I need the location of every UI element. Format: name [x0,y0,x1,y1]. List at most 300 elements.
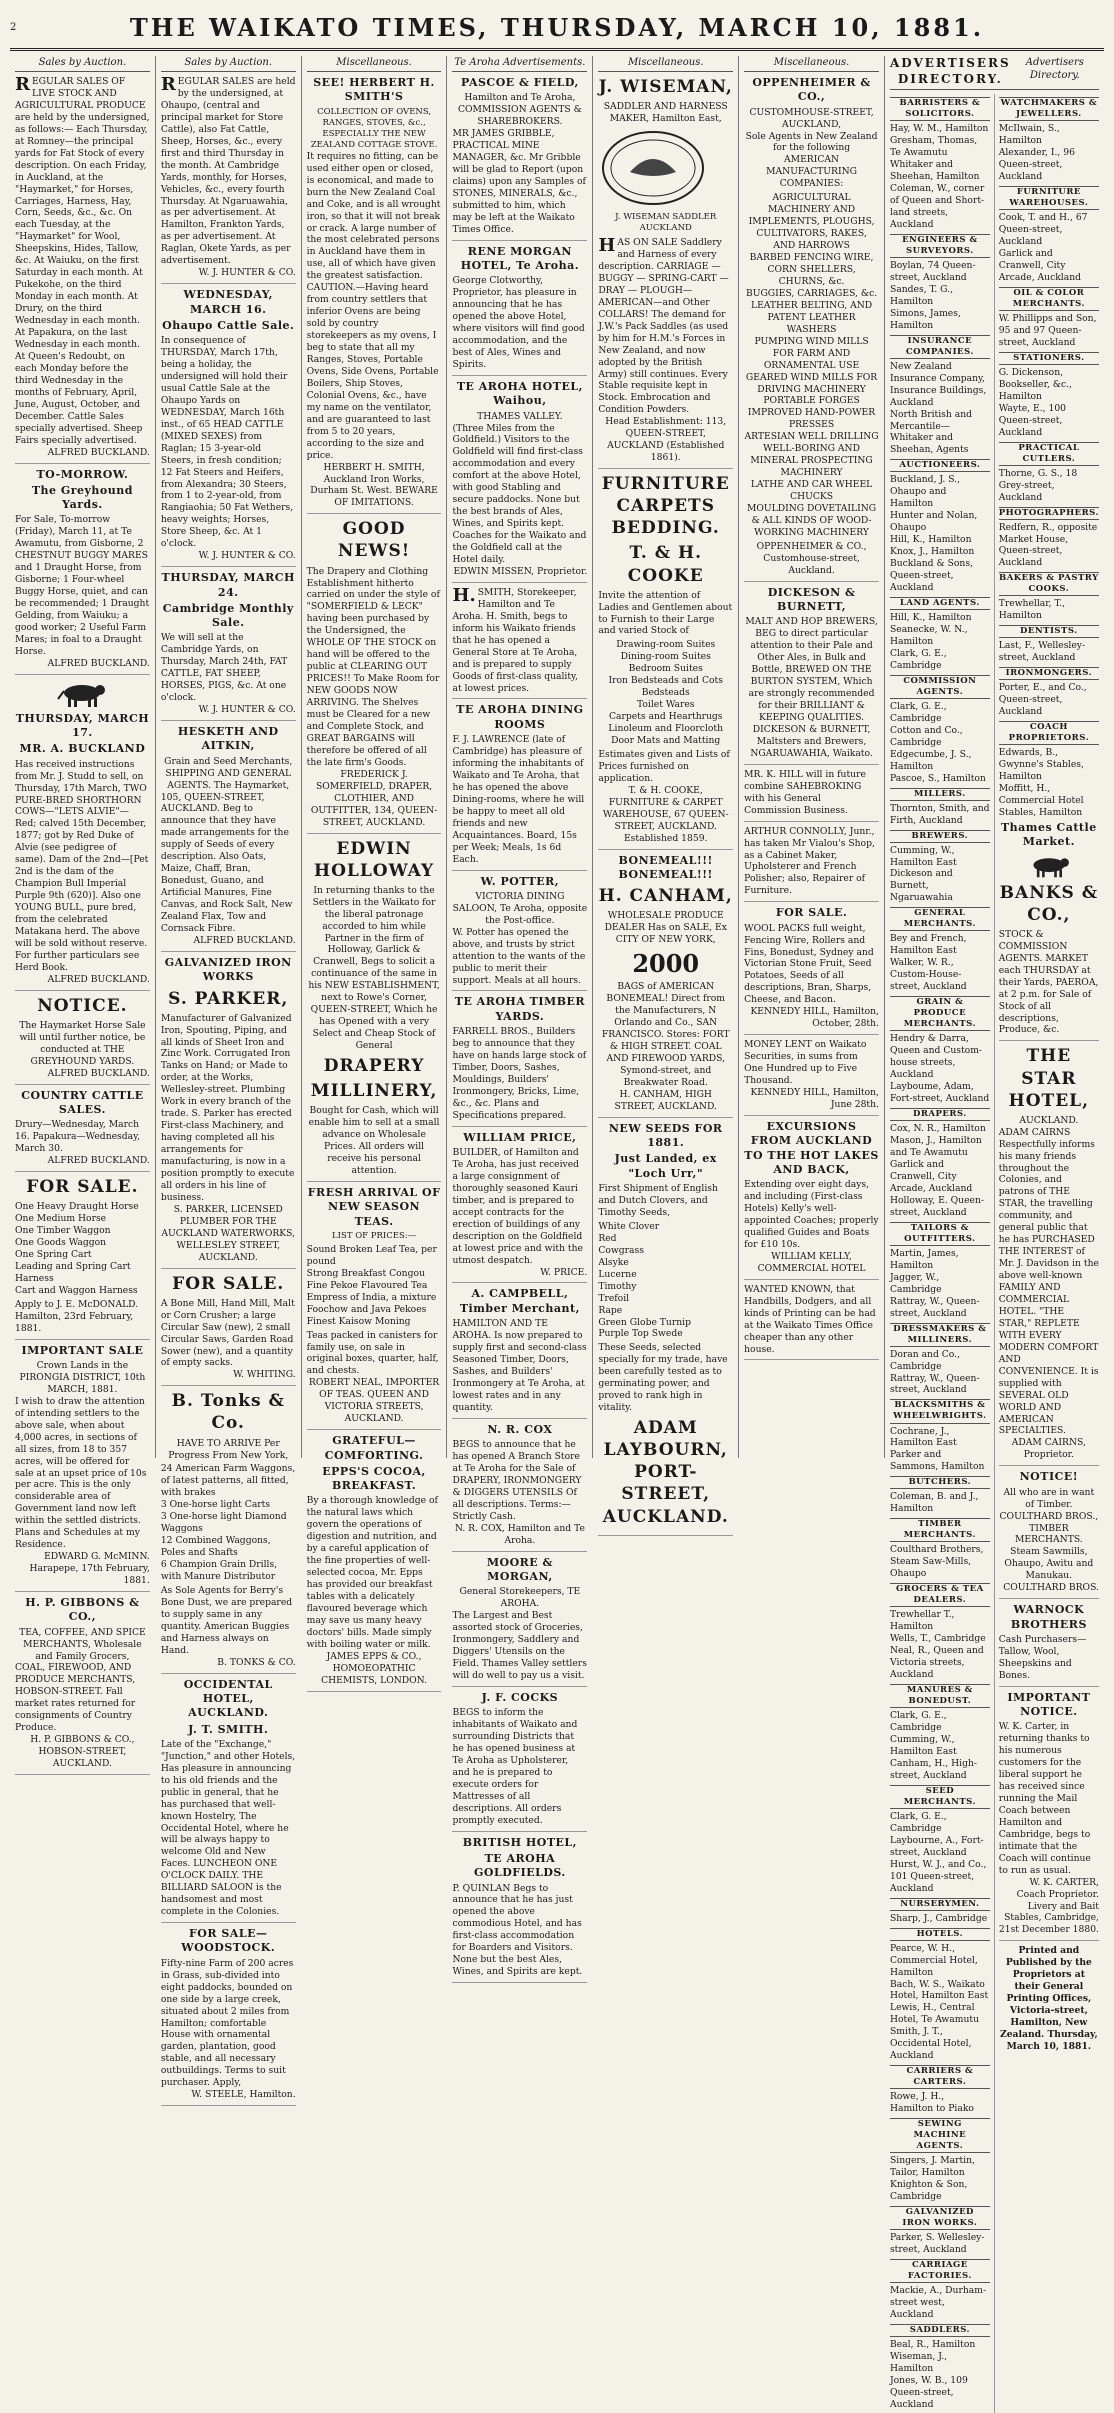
ad-body: As Sole Agents for Berry's Bone Dust, we are prepared to supply same in any quantity. American Buggies and Harness always on Hand. [160,1585,293,1656]
ad-signature: W. J. HUNTER & CO. [198,267,296,279]
ad-subtitle: The Greyhound Yards. [31,483,133,512]
directory-entry: Trewhellar T., Hamilton [889,1609,955,1633]
ad-body: BEGS to inform the inhabitants of Waikato and surrounding Districts that he has opened business at Te Aroha as Upholsterer, and he is prepared to execute orders for Mattresses of all descriptions. All orders promptly executed. [452,1707,578,1826]
list-item: BUGGIES, CARRIAGES, &c. [745,287,878,299]
ad-body: These Seeds, selected specially for my trade, have been carefully tested as to germinating power, and proved to rank high in vitality. [598,1342,728,1414]
advertisement [15,1596,150,1775]
page-number: 2 [10,21,17,33]
directory-entry: Doran and Co., Cambridge [889,1348,961,1372]
ad-body: WHOLESALE PRODUCE DEALER Has on SALE, Ex CITY OF NEW YORK, [604,910,727,946]
directory-category: INSURANCE COMPANIES. [890,335,990,359]
ad-signature: N. R. COX, Hamilton and Te Aroha. [454,1522,585,1546]
ad-subtitle: SADDLER AND HARNESS MAKER, Hamilton East, [603,101,728,125]
advertisement [161,725,296,952]
directory-entry: Garlick and Cranwell, City Arcade, Auckland [889,1158,973,1194]
directory-right-list [999,97,1099,819]
list-item: Alsyke [598,1256,629,1268]
directory-category: GENERAL MERCHANTS. [890,907,990,931]
item-list [744,192,879,539]
directory-category: SEED MERCHANTS. [890,1785,990,1809]
directory-category: STATIONERS. [999,352,1099,365]
list-item: Strong Breakfast Congou [306,1267,425,1279]
list-item: PORTABLE FORGES [763,395,860,407]
directory-category: PHOTOGRAPHERS. [999,507,1099,520]
directory-entry: Canham, H., High-street, Auckland [889,1757,977,1781]
ad-title: HESKETH AND AITKIN, [177,725,279,753]
advertisement [744,826,879,903]
ad-title: THURSDAY, MARCH 17. [15,711,150,740]
advertisement [452,1131,587,1284]
ad-signature: W. K. CARTER, Coach Proprietor. Livery and Bait Stables, Cambridge, 21st December 1880. [998,1876,1099,1936]
directory-entry: Cox, N. R., Hamilton [889,1123,986,1135]
directory-entry: Trewhellar, T., Hamilton [998,598,1066,622]
advertisement [307,838,442,1182]
list-item: Trefoil [598,1292,630,1304]
directory-entry: Boylan, 74 Queen-street, Auckland [889,259,976,283]
directory-entry: Hay, W. M., Hamilton [889,123,989,135]
directory-category: COMMISSION AGENTS. [890,675,990,699]
directory-category: NURSERYMEN. [890,1898,990,1911]
ad-title: GRATEFUL—COMFORTING. [324,1434,424,1462]
ad-title: J. F. COCKS [481,1690,559,1704]
ad-signature: OPPENHEIMER & CO., Customhouse-street, Auckland. [756,540,867,576]
column-header: Te Aroha Advertisements. [452,56,587,72]
directory-entry: Clark, G. E., Cambridge [889,1810,947,1834]
directory-entry: W. Phillipps and Son, 95 and 97 Queen-street, Auckland [998,312,1097,348]
list-item: One Spring Cart [15,1248,92,1260]
newspaper-title: THE WAIKATO TIMES, THURSDAY, MARCH 10, 1881. [129,12,985,42]
ad-body: MALT AND HOP BREWERS, BEG to direct particular attention to their Pale and Other Ales, in Bulk and Bottle, BREWED ON THE BURTON SYSTEM, Which are strongly recommended for their BRILLIANT & KEEPING QUALITIES. [745,616,878,723]
directory-entry: Parker and Sammons, Hamilton [889,1449,985,1473]
advertisement [744,906,879,1035]
ad-body: Sole Agents in New Zealand for the following AMERICAN MANUFACTURING COMPANIES: [745,130,878,190]
ad-subtitle: COULTHARD BROS., TIMBER MERCHANTS. Steam Sawmills, Ohaupo, Awitu and Manukau. [999,1510,1099,1582]
list-item: Sound Broken Leaf Tea, per pound [306,1243,437,1267]
directory-entry: Rattray, W., Queen-street, Auckland [889,1295,980,1319]
advertisement [598,473,733,849]
directory-entries [890,1913,990,1925]
directory-entry: Sandes, T. G., Hamilton [889,283,954,307]
ad-body: W. K. Carter, in returning thanks to his numerous customers for the liberal support he has received since running the Mail Coach between Hamilton and Cambridge, begs to intimate that the Coach will continue to run as usual. [998,1721,1091,1876]
directory-category: HOTELS. [890,1928,990,1941]
ad-title: FURNITURE CARPETS BEDDING. [601,474,730,539]
ad-signature: ADAM LAYBOURN, PORT-STREET, AUCKLAND. [602,1418,729,1527]
list-item: PUMPING WIND MILLS FOR FARM AND ORNAMENTAL USE [754,335,869,371]
directory-entries [999,313,1099,349]
directory-entry: Edwards, B., Gwynne's Stables, Hamilton [998,747,1084,783]
ad-body: Manufacturer of Galvanized Iron, Spouting, Piping, and all kinds of Sheet Iron and Zinc Work. Corrugated Iron Tanks on Hand; or Made to order, at the Works, Wellesley-street. Plumbing Work in every branch of the trade. S. Parker has erected First-class Machinery, and having completed all his arrangements for manufacturing, is now in a position promptly to execute all orders in his line of business. [160,1012,295,1203]
list-item: Rape [598,1304,623,1316]
advertisement [161,1927,296,2106]
directory-entries [890,2091,990,2115]
ad-title: TE AROHA HOTEL, Waihou, [456,379,583,408]
list-item: Timothy [598,1280,637,1292]
ad-signature: KENNEDY HILL, Hamilton, June 28th. [750,1087,879,1110]
list-item: AGRICULTURAL MACHINERY AND IMPLEMENTS, PLOUGHS, CULTIVATORS, RAKES, AND HARROWS [748,192,875,252]
ad-body: First Shipment of English and Dutch Clovers, and Timothy Seeds, [598,1183,718,1218]
advertisement [15,1089,150,1172]
list-item: Door Mats and Matting [611,735,721,747]
directory-entry: Singers, J. Martin, Tailor, Hamilton [889,2155,975,2179]
ad-subtitle: TE AROHA GOLDFIELDS. [474,1851,566,1880]
list-item: Green Globe Turnip [598,1316,691,1328]
ad-title: IMPORTANT NOTICE. [1007,1690,1091,1718]
directory-entries [890,1609,990,1681]
ad-subtitle: BANKS & CO., [999,882,1099,925]
ad-title: FRESH ARRIVAL OF NEW SEASON TEAS. [307,1185,441,1228]
directory-entry: Bey and French, Hamilton East [889,933,967,957]
list-item: Empress of India, a mixture [306,1291,437,1303]
ad-body: F. J. LAWRENCE (late of Cambridge) has pleasure of informing the inhabitants of Waikato and Te Aroha, that he has opened the above Dining-rooms, where he will be happy to meet all old friends and new Acquaintances. Board, 15s per Week; Meals, 1s 6d Each. [452,734,585,865]
ad-subtitle: COLLECTION OF OVENS, RANGES, STOVES, &c., ESPECIALLY THE NEW ZEALAND COTTAGE STOVE. [310,106,438,150]
directory-entry: Sharp, J., Cambridge [889,1912,988,1924]
directory-entries [890,474,990,594]
directory-entries [999,468,1099,504]
column-header: Sales by Auction. [161,56,296,72]
directory-entry: Mason, J., Hamilton and Te Awamutu [889,1135,982,1158]
list-item: Lucerne [598,1268,637,1280]
ad-signature: W. J. HUNTER & CO. [198,550,296,562]
advertisement [744,586,879,765]
directory-entry: Whitaker and Sheehan, Hamilton [889,159,980,183]
ad-body: FARRELL BROS., Builders beg to announce that they have on hands large stock of Timber, Doors, Sashes, Mouldings, Builders' Ironmongery, Bricks, Lime, &c., &c. Plans and Specifications prepared. [452,1026,587,1121]
advertisement [452,703,587,870]
directory-entries [999,598,1099,622]
ad-body: H.SMITH, Storekeeper, Hamilton and Te Aroha. H. Smith, begs to inform his Waikato friends that he has opened a General Store at Te Aroha, and is prepared to supply Goods of first-class quality, at lowest prices. [452,584,578,694]
ad-body: WOOL PACKS full weight, Fencing Wire, Rollers and Fins, Bonedust, Sydney and Victorian Stone Fruit, Seed Potatoes, Seeds of all descriptions, Bran, Sharps, Cheese, and Bacon. [744,922,874,1006]
ad-title: H. P. GIBBONS & CO., [25,1596,140,1624]
directory-entries [890,1491,990,1515]
ad-title: THE STAR HOTEL, [1008,1046,1090,1111]
list-item: IMPROVED HAND-POWER PRESSES [747,407,876,431]
directory-entry: Jagger, W., Cambridge [889,1271,942,1295]
directory-entry: G. Dickenson, Bookseller, &c., Hamilton [998,366,1072,402]
directory-category: TAILORS & OUTFITTERS. [890,1222,990,1246]
advertisement [452,1836,587,1984]
ad-title: NOTICE! [1019,1470,1079,1484]
ad-display-line: DRAPERY [323,1056,425,1077]
ad-body: Cash Purchasers—Tallow, Wool, Sheepskins and Bones. [998,1633,1087,1681]
directory-category: PRACTICAL CUTLERS. [999,442,1099,466]
directory-entry: Mackie, A., Durham-street west, Auckland [889,2285,987,2321]
ad-signature: S. PARKER, LICENSED PLUMBER FOR THE AUCKLAND WATERWORKS, WELLESLEY STREET, AUCKLAND. [161,1203,296,1263]
ad-body: By a thorough knowledge of the natural laws which govern the operations of digestion and nutrition, and by a careful application of the fine properties of well-selected cocoa, Mr. Epps has provided our breakfast tables with a delicately flavoured beverage which may save us many heavy doctors' bills. Made simply with boiling water or milk. [306,1495,438,1650]
directory-category: BARRISTERS & SOLICITORS. [890,97,990,121]
ad-signature: W. PRICE. [540,1266,588,1278]
list-item: ARTESIAN WELL DRILLING WELL-BORING AND MINERAL PROSPECTING MACHINERY [744,431,879,479]
directory-entry: Gresham, Thomas, Te Awamutu [889,135,978,159]
directory-entry: McIlwain, S., Hamilton [998,123,1060,147]
ad-title: FOR SALE. [26,1177,139,1198]
ad-title: GOOD NEWS! [337,519,411,562]
directory-entry: Last, F., Wellesley-street, Auckland [998,640,1086,664]
ad-body: Apply to J. E. McDONALD. Hamilton, 23rd February, 1881. [15,1298,139,1334]
directory-entry: Buckland, J. S., Ohaupo and Hamilton [889,474,961,510]
ad-title: EXCURSIONS FROM AUCKLAND TO THE HOT LAKES AND BACK, [744,1119,879,1176]
directory-entries [890,1943,990,2063]
directory-entries [890,1033,990,1105]
directory-category: ENGINEERS & SURVEYORS. [890,234,990,258]
ad-body: It requires no fitting, can be used either open or closed, is economical, and made to burn the New Zealand Coal and Coke, and is all wrought iron, so that it will not break or crack. A large number of the most celebrated persons in Auckland have them in use, all of which have given the greatest satisfaction. CAUTION.—Having heard from country settlers that inferior Ovens are being sold by country storekeepers as my ovens, I beg to state that all my Ranges, Stoves, Portable Ovens, Side Ovens, Portable Boilers, Ship Stoves, Colonial Ovens, &c., have my name on the ventilator, and are guaranteed to last from 5 to 20 years, according to the size and price. [306,150,441,461]
advertisement [452,584,587,700]
ad-title: TE AROHA DINING ROOMS [456,703,584,731]
advertisement [452,1423,587,1552]
ad-signature: EDWARD G. McMINN. Harapepe, 17th February, 1881. [29,1551,150,1587]
directory-category: SEWING MACHINE AGENTS. [890,2118,990,2153]
directory-category: DRESSMAKERS & MILLINERS. [890,1323,990,1347]
column-header: Miscellaneous. [598,56,733,72]
directory-entry: Layboume, Adam, Fort-street, Auckland [889,1081,990,1105]
ad-body: All who are in want of Timber. [1003,1486,1095,1510]
directory-entry: Thornton, Smith, and Firth, Auckland [889,802,990,826]
directory-entry: Dickeson and Burnett, Ngaruawahia [889,868,953,904]
directory-entry: Clark, G. E., Cambridge [889,1710,947,1734]
advertisement [452,995,587,1126]
ad-signature: Head Establishment: 113, QUEEN-STREET, AUCKLAND (Established 1861). [605,416,727,464]
ad-signature: COULTHARD BROS. [1003,1582,1099,1594]
list-item: BARBED FENCING WIRE, CORN SHELLERS, CHURNS, &c. [749,252,874,287]
advertisement [15,995,150,1085]
directory-category: MANURES & BONEDUST. [890,1684,990,1708]
ad-body: George Clotworthy, Proprietor, has pleasure in announcing that he has opened the above Hotel, where visitors will find good accommodation, and the best of Ales, Wines and Spirits. [452,275,585,370]
ad-title: COUNTRY CATTLE SALES. [21,1088,144,1116]
directory-category: DENTISTS. [999,625,1099,638]
directory-entries [999,682,1099,718]
advertisement [15,76,150,464]
directory-entry: Hendry & Darra, Queen and Custom-house streets, Auckland [889,1033,983,1081]
ad-signature: ALFRED BUCKLAND. [193,934,296,946]
directory-entry: Pearce, W. H., Commercial Hotel, Hamilton [889,1942,978,1978]
badge-lettering: J. WISEMAN SADDLER AUCKLAND [615,211,717,233]
ad-title: FOR SALE—WOODSTOCK. [181,1927,276,1955]
advertisement [598,76,733,469]
ad-signature: KENNEDY HILL, Hamilton, October, 28th. [750,1006,879,1030]
directory-entry: Wiseman, J., Hamilton [889,2351,948,2375]
directory-entry: New Zealand Insurance Company, Insurance Buildings, Auckland [889,360,987,408]
ad-title: TO-MORROW. [36,467,129,481]
directory-right-column [995,94,1099,2053]
ad-body: WANTED KNOWN, that Handbills, Dodgers, and all kinds of Printing can be had at the Waikato Times Office cheaper than any other house. [744,1283,876,1355]
cow-illustration [52,679,112,709]
directory-entry: Hill, K., Hamilton [889,534,972,546]
directory-category: IRONMONGERS. [999,667,1099,680]
ad-title: OPPENHEIMER & CO., [752,76,871,104]
directory-entries [890,1426,990,1474]
advertisement [452,245,587,376]
ad-subtitle: J. T. SMITH. [188,1722,269,1736]
ad-title: NEW SEEDS FOR 1881. [608,1121,723,1150]
directory-entry: Lewis, H., Central Hotel, Te Awamutu [889,2002,979,2026]
advertisement [598,854,733,1118]
ad-body: STOCK & COMMISSION AGENTS. MARKET each THURSDAY at their Yards, PAEROA, at 2 p.m. for Sale of Stock of all descriptions, Produce, &c. [998,928,1099,1036]
directory-entries [890,2232,990,2256]
advertisement [744,1120,879,1280]
directory-entries [890,1248,990,1320]
ad-title: FOR SALE. [775,906,848,920]
cow-illustration [1021,853,1077,879]
ad-subtitle: HAVE TO ARRIVE Per Progress From New York, [168,1437,289,1461]
directory-entries [999,747,1099,819]
directory-entry: Knox, J., Hamilton [889,546,975,558]
ad-title: WARNOCK BROTHERS [1010,1603,1087,1631]
list-item: 24 American Farm Waggons, of latest patterns, all fitted, with brakes [160,1463,296,1499]
directory-entry: Thorne, G. S., 18 Grey-street, Auckland [998,467,1078,503]
ad-title: IMPORTANT SALE [21,1343,144,1357]
directory-entries [890,2285,990,2321]
list-item: Drawing-room Suites [616,639,716,651]
list-item: Linoleum and Floorcloth [608,723,724,735]
directory-entry: Buckland & Sons, Queen-street, Auckland [889,558,973,594]
directory-entry: Seanecke, W. N., Hamilton [889,623,968,647]
ad-body: HAS ON SALE Saddlery and Harness of every description. CARRIAGE — BUGGY — SPRING-CART — DRAY — PLOUGH—AMERICAN—and Other COLLARS! The demand for J.W.'s Pack Saddles (as used by him for H.M.'s Forces in New Zealand, and now adopted by the British Army) still continues. Every Stable requisite kept in Stock. Embrocation and Condition Powders. [598,235,729,416]
ad-body: BAGS of AMERICAN BONEMEAL! Direct from the Manufacturers, N Orlando and Co., SAN FRANCISCO. Stores: FORT & HIGH STREET. COAL AND FIREWOOD YARDS, Symond-street, and Breakwater Road. [601,981,730,1088]
advertisement [15,468,150,675]
ad-body: MR JAMES GRIBBLE, PRACTICAL MINE MANAGER, &c. Mr Gribble will be glad to Report (upon claims) upon any Samples of STONES, MINERALS, &c., submitted to him, which may be left at the Waikato Times Office. [452,128,586,235]
list-item: GEARED WIND MILLS FOR DRIVING MACHINERY [745,371,878,395]
directory-entry: Laybourne, A., Fort-street, Auckland [889,1834,984,1858]
directory-entry: Coleman, W., corner of Queen and Short-land streets, Auckland [889,183,985,230]
directory-entries [890,803,990,827]
column-7 [885,56,1104,2410]
list-item: Fine Pekoe Flavoured Tea [306,1279,428,1291]
directory-entry: Edgecumbe, J. S., Hamilton [889,748,972,772]
directory-entry: Beal, R., Hamilton [889,2339,976,2351]
directory-category: OIL & COLOR MERCHANTS. [999,287,1099,311]
advertisement [307,1434,442,1691]
ad-signature: ALFRED BUCKLAND. [47,1155,150,1167]
directory-entries [890,1710,990,1782]
column-6 [739,56,885,1458]
directory-entry: Cook, T. and H., 67 Queen-street, Auckland [998,212,1088,248]
ad-title: NOTICE. [37,995,128,1016]
ad-body: ARTHUR CONNOLLY, Junr., has taken Mr Vialou's Shop, as a Cabinet Maker, Upholsterer and French Polisher; also, Repairer of Furniture. [744,825,875,897]
advertisement [744,769,879,822]
ad-subtitle: VICTORIA DINING SALOON, Te Aroha, opposite the Post-office. [452,890,588,926]
directory-entry: Rattray, W., Queen-street, Auckland [889,1372,980,1396]
list-item: Bedroom Suites [628,663,703,675]
list-item: MOULDING DOVETAILING & ALL KINDS OF WOOD-WORKING MACHINERY [746,503,877,538]
ad-body: MONEY LENT on Waikato Securities, in sums from One Hundred up to Five Thousand. [744,1039,867,1087]
item-list [598,1221,733,1341]
ad-subtitle: LIST OF PRICES:— [332,1230,417,1241]
ad-signature: ROBERT NEAL, IMPORTER OF TEAS. QUEEN AND VICTORIA STREETS, AUCKLAND. [308,1377,440,1425]
ad-title: WILLIAM PRICE, [463,1130,577,1144]
directory-entry: Walker, W. R., Custom-House-street, Auckland [889,957,967,993]
saddle-badge [598,128,733,234]
directory-entries [890,933,990,993]
directory-entry: Cumming, W., Hamilton East [889,1734,957,1757]
ad-subtitle: S. PARKER, [168,988,289,1009]
directory-entries [999,367,1099,439]
directory-entry: Simons, James, Hamilton [889,307,961,331]
ad-title: N. R. COX [487,1422,553,1436]
directory-entry: Cochrane, J., Hamilton East [889,1425,957,1449]
ad-signature: B. TONKS & CO. [217,1656,296,1668]
ad-body: In consequence of THURSDAY, March 17th, being a holiday, the undersigned will hold their usual Cattle Sale at the Ohaupo Yards on WEDNESDAY, March 16th inst., of 65 HEAD CATTLE (MIXED SEXES) from Raglan; 15 3-year-old Steers, in fresh condition; 12 Fat Steers and Heifers, from Alexandra; 30 Steers, from 1 to 2-year-old, from Rangiaohia; 50 Fat Wethers, heavy weights; Horses, Store Sheep, &c. At 1 o'clock. [160,335,294,550]
advertisement [15,1176,150,1340]
column-1 [10,56,156,1770]
column-header: Sales by Auction. [15,56,150,72]
ad-footer: Bought for Cash, which will enable him to sell at a small advance on Wholesale Prices. All orders will receive his personal attention. [308,1105,440,1177]
directory-entry: Smith, J. T., Occidental Hotel, Auckland [889,2026,972,2062]
column-4 [447,56,593,1978]
directory-entry: Holloway, E. Queen-street, Auckland [889,1194,984,1218]
ad-signature: HERBERT H. SMITH, Auckland Iron Works, Durham St. West. BEWARE OF IMITATIONS. [310,461,438,509]
ad-signature: W. STEELE, Hamilton. [191,2089,296,2101]
ad-title: PASCOE & FIELD, [460,76,579,89]
ad-subtitle: CUSTOMHOUSE-STREET, AUCKLAND, [749,106,874,130]
list-item: Bedsteads [641,687,690,699]
item-list [15,1201,150,1297]
list-item: Finest Kaisow Moning [306,1315,411,1327]
directory-entries [890,1544,990,1580]
directory-entries [890,612,990,672]
ad-signature: WILLIAM KELLY, COMMERCIAL HOTEL [757,1250,866,1274]
ad-body: ADAM CAIRNS Respectfully informs his many friends throughout the Colonies, and patrons of THE STAR, the travelling community, and general public that he has PURCHASED THE INTEREST of Mr. J. Davidson in the above well-known FAMILY AND COMMERCIAL HOTEL. "THE STAR," REPLETE WITH EVERY MODERN COMFORT AND CONVENIENCE. It is supplied with SEVERAL OLD WORLD AND AMERICAN SPECIALTIES. [998,1126,1099,1437]
advertisement [452,875,587,992]
ad-title: THURSDAY, MARCH 24. [161,571,295,599]
list-item: 3 One-horse light Carts [160,1499,271,1511]
list-item: Iron Bedsteads and Cots [608,675,723,687]
columns [10,56,1104,2410]
directory-entries [890,1349,990,1397]
ad-title: RENE MORGAN HOTEL, Te Aroha. [460,244,580,273]
ad-signature: W. J. HUNTER & CO. [198,704,296,716]
ad-subtitle: Just Landed, ex "Loch Urr," [614,1152,717,1180]
directory-entry: Martin, James, Hamilton [889,1247,959,1271]
advertisement [999,1045,1099,1466]
directory-entry: Coleman, B. and J., Hamilton [889,1491,979,1515]
ad-title: OCCIDENTAL HOTEL, AUCKLAND. [183,1677,273,1720]
directory-category: BLACKSMITHS & WHEELWRIGHTS. [890,1399,990,1423]
ad-title: SEE! HERBERT H. SMITH'S [313,76,435,104]
directory-entries [890,1123,990,1219]
ad-body: MR. K. HILL will in future combine SAHEBROKING with his General Commission Business. [744,768,866,816]
ad-signature: ADAM CAIRNS, Proprietor. [1011,1437,1086,1461]
ad-body: Teas packed in canisters for family use, on sale in original boxes, quarter, half, and chests. [306,1329,439,1377]
ad-subtitle: MR. A. BUCKLAND [19,742,146,756]
list-item: Carpets and Hearthrugs [608,711,723,723]
directory-entries [890,701,990,785]
directory-category: GRAIN & PRODUCE MERCHANTS. [890,996,990,1031]
ad-body: We will sell at the Cambridge Yards, on Thursday, March 24th, FAT CATTLE, FAT SHEEP, HORSES, PIGS, &c. At one o'clock. [160,632,288,704]
directory-category: BUTCHERS. [890,1476,990,1489]
ad-body: W. Potter has opened the above, and trusts by strict attention to the wants of the public to merit their support. Meals at all hours. [452,926,586,986]
list-item: LATHE AND CAR WHEEL CHUCKS [750,479,873,503]
ad-subtitle: Hamilton and Te Aroha, COMMISSION AGENTS & SHAREBROKERS. [458,92,582,128]
directory-entry: Garlick and Cranwell, City Arcade, Auckland [998,248,1082,283]
directory-entries [890,845,990,905]
ad-body: HAMILTON AND TE AROHA. Is now prepared to supply first and second-class Seasoned Timber, Doors, Sashes, and Builders' Ironmongery at Te Aroha, at lowest rates and in any quantity. [452,1318,587,1413]
list-item: Foochow and Java Pekoes [306,1303,427,1315]
ad-title: DICKESON & BURNETT, [767,585,856,614]
ad-subtitle: H. CANHAM, [598,886,733,907]
item-list [598,639,733,747]
advertisement [744,1039,879,1116]
advertisement [999,821,1099,1041]
ad-body: Late of the "Exchange," "Junction," and other Hotels, Has pleasure in announcing to his old friends and the public in general, that he has purchased that well-known Hostelry, The Occidental Hotel, where he will be always happy to welcome Old and New Faces. LUNCHEON ONE O'CLOCK DAILY. THE BILLIARD SALOON is the handsomest and most complete in the Colonies. [160,1738,296,1918]
directory-entry: Bach, W. S., Waikato Hotel, Hamilton East [889,1978,989,2002]
advertisement [161,571,296,721]
directory-category: BREWERS. [890,830,990,843]
directory-entry: Rowe, J. H., Hamilton to Piako [889,2091,974,2115]
ad-body: The Largest and Best assorted stock of Groceries, Ironmongery, Saddlery and Diggers' Utensils on the Field. Thames Valley settlers will do well to pay us a visit. [452,1610,587,1681]
list-item: Dining-room Suites [620,651,711,663]
ad-body: The Drapery and Clothing Establishment hitherto carried on under the style of "SOMERFIELD & LECK" having been purchased by the Undersigned, the WHOLE OF THE STOCK on hand will be offered to the public at CLEARING OUT PRICES!! To Make Room for NEW GOODS NOW ARRIVING. The Shelves must be Cleared for a new and Complete Stock, and GREAT BARGAINS will therefore be offered of all the late firm's Goods. [306,565,440,768]
ad-body: In returning thanks to the Settlers in the Waikato for the liberal patronage accorded to him while Partner in the firm of Holloway, Garlick & Cranwell, Begs to solicit a continuance of the same in his NEW ESTABLISHMENT, next to Rowe's Corner, QUEEN-STREET, Which he has Opened with a very Select and Cheap Stock of General [308,884,440,1052]
directory-entry: Jones, W. B., 109 Queen-street, Auckland [889,2375,968,2410]
saddle-badge-icon [598,128,708,208]
